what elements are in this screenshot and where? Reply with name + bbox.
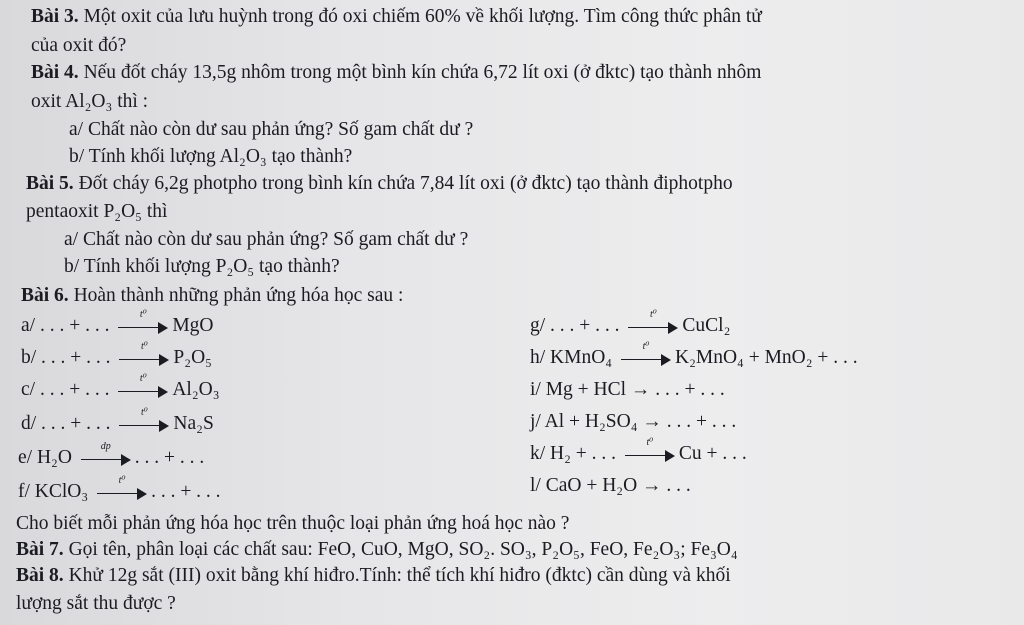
reaction-i: i/ Mg + HCl → . . . + . . . xyxy=(530,379,725,400)
exercise-4-line-1: Bài 4. Nếu đốt cháy 13,5g nhôm trong một bình kín chứa 6,72 lít oxi (ở đktc) tạo thành nhôm xyxy=(31,62,762,83)
reaction-k: k/ H₂ + . . . t⁰ Cu + . . . xyxy=(530,436,747,464)
exercise-3-line-1: Bài 3. Một oxit của lưu huỳnh trong đó oxi chiếm 60% về khối lượng. Tìm công thức phân tử xyxy=(31,6,762,27)
exercise-4-line-2: oxit Al₂O₃ thì : xyxy=(31,91,149,112)
reaction-arrow: t⁰ xyxy=(97,486,147,500)
reaction-arrow: t⁰ xyxy=(118,384,168,398)
reaction-arrow: t⁰ xyxy=(628,320,678,334)
reaction-g: g/ . . . + . . . t⁰ CuCl₂ xyxy=(530,308,731,336)
exercise-6-title: Bài 6. Hoàn thành những phản ứng hóa học sau : xyxy=(21,285,404,306)
reaction-a: a/ . . . + . . . t⁰ MgO xyxy=(21,308,214,336)
exercise-5-part-a: a/ Chất nào còn dư sau phản ứng? Số gam chất dư ? xyxy=(64,229,469,250)
reaction-f: f/ KClO₃ t⁰ . . . + . . . xyxy=(18,474,221,502)
exercise-4-part-a: a/ Chất nào còn dư sau phản ứng? Số gam chất dư ? xyxy=(69,119,474,140)
exercise-7: Bài 7. Gọi tên, phân loại các chất sau: FeO, CuO, MgO, SO₂. SO₃, P₂O₅, FeO, Fe₂O₃; Fe₃O₄ xyxy=(16,539,738,560)
reaction-arrow: t⁰ xyxy=(621,352,671,366)
reaction-arrow: t⁰ xyxy=(119,418,169,432)
reaction-l: l/ CaO + H₂O → . . . xyxy=(530,475,691,496)
exercise-6-question: Cho biết mỗi phản ứng hóa học trên thuộc loại phản ứng hoá học nào ? xyxy=(16,513,570,534)
reaction-arrow: t⁰ xyxy=(118,320,168,334)
reaction-arrow: dp xyxy=(81,452,131,466)
reaction-b: b/ . . . + . . . t⁰ P₂O₅ xyxy=(21,340,212,368)
exercise-5-line-2: pentaoxit P₂O₅ thì xyxy=(26,201,168,222)
reaction-arrow: t⁰ xyxy=(119,352,169,366)
exercise-8-line-2: lượng sắt thu được ? xyxy=(16,593,176,614)
reaction-c: c/ . . . + . . . t⁰ Al₂O₃ xyxy=(21,372,220,400)
reaction-e: e/ H₂O dp . . . + . . . xyxy=(18,440,205,468)
exercise-5-part-b: b/ Tính khối lượng P₂O₅ tạo thành? xyxy=(64,256,340,277)
reaction-d: d/ . . . + . . . t⁰ Na₂S xyxy=(21,406,214,434)
reaction-j: j/ Al + H₂SO₄ → . . . + . . . xyxy=(530,411,737,432)
reaction-h: h/ KMnO₄ t⁰ K₂MnO₄ + MnO₂ + . . . xyxy=(530,340,858,368)
exercise-3-line-2: của oxit đó? xyxy=(31,35,127,56)
exercise-5-line-1: Bài 5. Đốt cháy 6,2g photpho trong bình kín chứa 7,84 lít oxi (ở đktc) tạo thành điphotpho xyxy=(26,173,733,194)
exercise-4-part-b: b/ Tính khối lượng Al₂O₃ tạo thành? xyxy=(69,146,353,167)
reaction-arrow: t⁰ xyxy=(625,448,675,462)
exercise-8-line-1: Bài 8. Khử 12g sắt (III) oxit bằng khí hiđro.Tính: thể tích khí hiđro (đktc) cần dùng và khối xyxy=(16,565,731,586)
